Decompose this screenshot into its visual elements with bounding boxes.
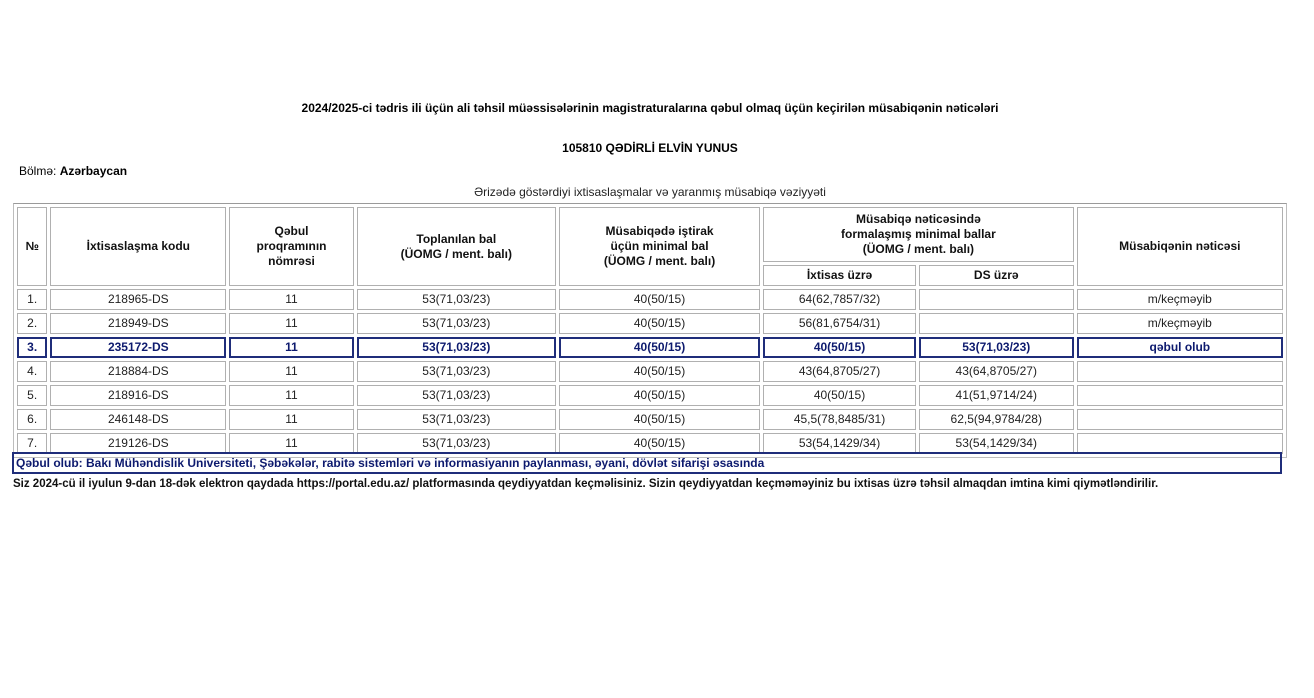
cell-score: 53(71,03/23)	[357, 313, 556, 334]
cell-ds: 53(54,1429/34)	[919, 433, 1074, 454]
header-program-line1: Qəbul	[274, 224, 309, 238]
cell-score: 53(71,03/23)	[357, 337, 556, 358]
header-min-line1: Müsabiqədə iştirak	[605, 224, 714, 238]
cell-program: 11	[229, 409, 353, 430]
cell-no: 4.	[17, 361, 47, 382]
cell-min: 40(50/15)	[559, 313, 760, 334]
header-program-line2: proqramının	[256, 239, 327, 253]
header-result: Müsabiqənin nəticəsi	[1077, 207, 1283, 286]
cell-code: 246148-DS	[50, 409, 226, 430]
cell-result: m/keçməyib	[1077, 313, 1283, 334]
cell-min: 40(50/15)	[559, 289, 760, 310]
cell-min: 40(50/15)	[559, 337, 760, 358]
registration-notice: Siz 2024-cü il iyulun 9-dan 18-dək elektron qaydada https://portal.edu.az/ platformasında qeydiyyatdan keçməlisiniz. Sizin qeydiyyatdan keçməməyiniz bu ixtisas üzrə təhsil almaqdan imtina kimi qiymətləndirilir.	[13, 478, 1159, 490]
header-no: №	[17, 207, 47, 286]
cell-result	[1077, 385, 1283, 406]
table-row	[17, 385, 1283, 406]
header-code: İxtisaslaşma kodu	[50, 207, 226, 286]
cell-spec: 43(64,8705/27)	[763, 361, 916, 382]
header-formed-ds: DS üzrə	[919, 265, 1074, 286]
cell-ds	[919, 313, 1074, 334]
cell-no: 3.	[17, 337, 47, 358]
cell-spec: 40(50/15)	[763, 337, 916, 358]
header-formed	[763, 207, 1073, 262]
table-body	[17, 289, 1283, 454]
cell-ds: 62,5(94,9784/28)	[919, 409, 1074, 430]
cell-program: 11	[229, 313, 353, 334]
cell-min: 40(50/15)	[559, 361, 760, 382]
cell-program: 11	[229, 289, 353, 310]
admitted-banner: Qəbul olub: Bakı Mühəndislik Universiteti, Şəbəkələr, rabitə sistemləri və informasiyanın paylanması, əyani, dövlət sifarişi əsasında	[12, 452, 1282, 474]
table-row	[17, 409, 1283, 430]
cell-code: 218916-DS	[50, 385, 226, 406]
cell-result	[1077, 361, 1283, 382]
section-value: Azərbaycan	[59, 164, 128, 178]
header-formed-line2: formalaşmış minimal ballar	[841, 227, 996, 241]
header-score-line1: Toplanılan bal	[416, 231, 497, 246]
cell-score: 53(71,03/23)	[357, 409, 556, 430]
header-score-line2: (ÜOMG / ment. balı)	[400, 246, 512, 261]
table-row	[17, 337, 1283, 358]
cell-spec: 56(81,6754/31)	[763, 313, 916, 334]
cell-score: 53(71,03/23)	[357, 289, 556, 310]
table-caption: Ərizədə göstərdiyi ixtisaslaşmalar və yaranmış müsabiqə vəziyyəti	[474, 185, 826, 199]
cell-result	[1077, 433, 1283, 454]
table-row	[17, 313, 1283, 334]
cell-ds: 43(64,8705/27)	[919, 361, 1074, 382]
cell-program: 11	[229, 433, 353, 454]
table-header-row	[17, 207, 1283, 262]
header-min-line2: üçün minimal bal	[610, 239, 709, 253]
cell-score: 53(71,03/23)	[357, 433, 556, 454]
cell-no: 7.	[17, 433, 47, 454]
header-formed-line1: Müsabiqə nəticəsində	[856, 212, 981, 226]
cell-result: qəbul olub	[1077, 337, 1283, 358]
cell-program: 11	[229, 385, 353, 406]
cell-spec: 64(62,7857/32)	[763, 289, 916, 310]
applicant-name: 105810 QƏDİRLİ ELVİN YUNUS	[562, 141, 738, 155]
results-table	[13, 203, 1287, 458]
section-label: Bölmə:	[19, 164, 57, 178]
cell-program: 11	[229, 361, 353, 382]
page-title: 2024/2025-ci tədris ili üçün ali təhsil müəssisələrinin magistraturalarına qəbul olmaq üçün keçirilən müsabiqənin nəticələri	[301, 101, 999, 115]
cell-ds: 41(51,9714/24)	[919, 385, 1074, 406]
cell-no: 5.	[17, 385, 47, 406]
cell-ds: 53(71,03/23)	[919, 337, 1074, 358]
cell-spec: 53(54,1429/34)	[763, 433, 916, 454]
header-formed-line3: (ÜOMG / ment. balı)	[862, 242, 975, 256]
table-row	[17, 289, 1283, 310]
cell-no: 6.	[17, 409, 47, 430]
cell-code: 218949-DS	[50, 313, 226, 334]
header-formed-spec: İxtisas üzrə	[763, 265, 916, 286]
table-row	[17, 361, 1283, 382]
cell-score: 53(71,03/23)	[357, 361, 556, 382]
cell-min: 40(50/15)	[559, 385, 760, 406]
header-min	[559, 207, 760, 286]
cell-min: 40(50/15)	[559, 433, 760, 454]
cell-code: 218884-DS	[50, 361, 226, 382]
cell-score: 53(71,03/23)	[357, 385, 556, 406]
cell-no: 1.	[17, 289, 47, 310]
header-program	[229, 207, 353, 286]
table-row	[17, 433, 1283, 454]
cell-spec: 40(50/15)	[763, 385, 916, 406]
cell-program: 11	[229, 337, 353, 358]
cell-code: 218965-DS	[50, 289, 226, 310]
cell-spec: 45,5(78,8485/31)	[763, 409, 916, 430]
cell-no: 2.	[17, 313, 47, 334]
cell-code: 235172-DS	[50, 337, 226, 358]
header-min-line3: (ÜOMG / ment. balı)	[603, 254, 716, 268]
cell-min: 40(50/15)	[559, 409, 760, 430]
header-program-line3: nömrəsi	[268, 254, 315, 268]
cell-code: 219126-DS	[50, 433, 226, 454]
section-info	[19, 164, 127, 178]
cell-result	[1077, 409, 1283, 430]
header-score	[357, 207, 556, 286]
cell-result: m/keçməyib	[1077, 289, 1283, 310]
cell-ds	[919, 289, 1074, 310]
